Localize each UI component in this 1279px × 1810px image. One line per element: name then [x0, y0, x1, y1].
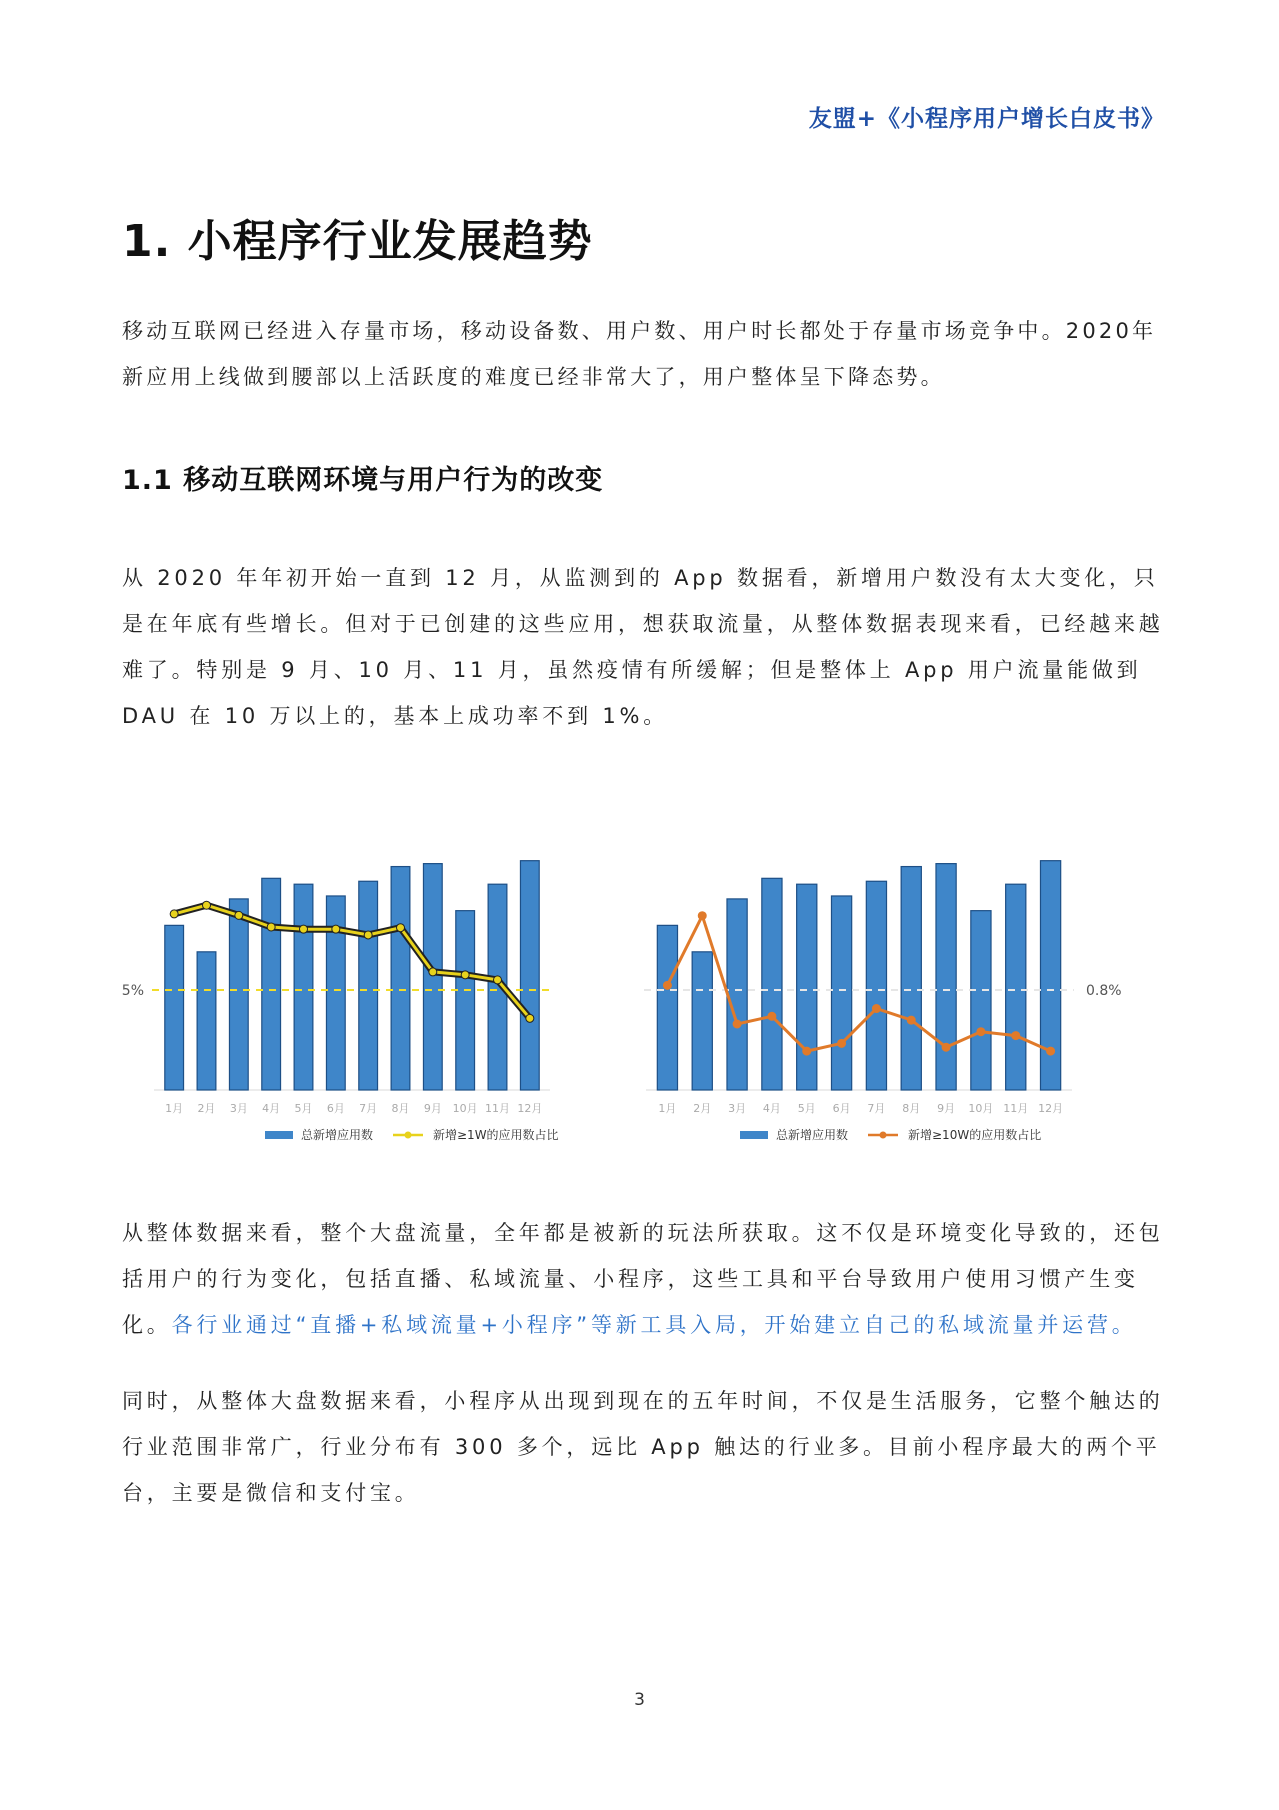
bar: [727, 899, 747, 1090]
line-point: [429, 968, 437, 976]
x-tick-label: 3月: [728, 1102, 747, 1115]
x-tick-label: 5月: [294, 1102, 313, 1115]
line-point: [332, 925, 340, 933]
x-tick-label: 9月: [423, 1102, 442, 1115]
page-number: 3: [634, 1690, 645, 1710]
charts-figure: [121, 790, 1158, 1150]
traffic-paragraph-highlight: 各行业通过“直播+私域流量+小程序”等新工具入局，开始建立自己的私域流量并运营。: [171, 1313, 1137, 1337]
reference-label: 5%: [121, 983, 144, 999]
bar: [797, 884, 817, 1090]
bar: [165, 925, 184, 1090]
line-point: [364, 931, 372, 939]
line-series-shadow: [174, 905, 530, 1018]
x-tick-label: 3月: [229, 1102, 248, 1115]
bar: [1006, 884, 1026, 1090]
line-point: [397, 924, 405, 932]
line-point: [494, 976, 502, 984]
legend-label-line: 新增≥10W的应用数占比: [908, 1128, 1042, 1142]
line-point: [838, 1039, 846, 1047]
bar: [692, 952, 712, 1090]
legend-swatch-point: [880, 1132, 887, 1139]
line-series: [667, 916, 1050, 1051]
chart-left-new-apps: [122, 861, 559, 1142]
bar: [456, 911, 475, 1090]
x-tick-label: 12月: [517, 1102, 543, 1115]
bar: [762, 878, 782, 1090]
x-tick-label: 11月: [485, 1102, 510, 1115]
x-tick-label: 11月: [1003, 1102, 1029, 1115]
bar: [359, 881, 378, 1090]
x-tick-label: 10月: [968, 1102, 994, 1115]
app-data-paragraph: 从 2020 年年初开始一直到 12 月，从监测到的 App 数据看，新增用户数没有太大变化，只是在年底有些增长。但对于已创建的这些应用，想获取流量，从整体数据表现来看，已经越来越难了。特别是 9 月、10 月、11 月，虽然疫情有所缓解；但是整体上 App 用户流量能做到 DAU 在 10 万以上的，基本上成功率不到 1%。: [122, 566, 1164, 728]
bar: [520, 861, 539, 1090]
legend-swatch-bars: [740, 1131, 768, 1139]
line-point: [526, 1014, 534, 1022]
chart-right-new-apps: [644, 861, 1122, 1142]
x-tick-label: 6月: [326, 1102, 345, 1115]
x-tick-label: 4月: [762, 1102, 781, 1115]
line-point: [235, 911, 243, 919]
bar: [229, 899, 248, 1090]
legend-swatch-point: [405, 1132, 412, 1139]
x-tick-label: 12月: [1038, 1102, 1064, 1115]
section-heading: 1. 小程序行业发展趋势: [122, 216, 593, 267]
line-point: [733, 1020, 741, 1028]
line-point: [267, 923, 275, 931]
line-point: [461, 971, 469, 979]
legend-label-bars: 总新增应用数: [776, 1128, 849, 1142]
bar: [262, 878, 281, 1090]
intro-paragraph: 移动互联网已经进入存量市场，移动设备数、用户数、用户时长都处于存量市场竞争中。2020年新应用上线做到腰部以上活跃度的难度已经非常大了，用户整体呈下降态势。: [122, 319, 1157, 389]
line-point: [663, 981, 671, 989]
bar: [391, 867, 410, 1090]
line-point: [170, 910, 178, 918]
x-tick-label: 4月: [262, 1102, 281, 1115]
line-point: [977, 1028, 985, 1036]
traffic-paragraph-text: 从整体数据来看，整个大盘流量，全年都是被新的玩法所获取。这不仅是环境变化导致的，还包括用户的行为变化，包括直播、私域流量、小程序，这些工具和平台导致用户使用习惯产生变化。: [122, 1221, 1164, 1337]
x-tick-label: 9月: [937, 1102, 956, 1115]
bar: [423, 864, 442, 1090]
subsection-heading: 1.1 移动互联网环境与用户行为的改变: [122, 465, 604, 496]
x-tick-label: 8月: [902, 1102, 921, 1115]
reference-label: 0.8%: [1086, 983, 1122, 999]
line-point: [698, 912, 706, 920]
line-point: [872, 1005, 880, 1013]
line-point: [300, 925, 308, 933]
x-tick-label: 5月: [797, 1102, 816, 1115]
line-point: [203, 901, 211, 909]
x-tick-label: 1月: [658, 1102, 677, 1115]
bar: [831, 896, 851, 1090]
bar: [657, 925, 677, 1090]
legend-label-line: 新增≥1W的应用数占比: [433, 1128, 559, 1142]
traffic-paragraph: [122, 1210, 1166, 1348]
bar: [294, 884, 313, 1090]
x-tick-label: 7月: [359, 1102, 378, 1115]
x-tick-label: 2月: [693, 1102, 712, 1115]
line-point: [803, 1047, 811, 1055]
x-tick-label: 1月: [165, 1102, 184, 1115]
line-point: [1012, 1032, 1020, 1040]
x-tick-label: 2月: [197, 1102, 216, 1115]
line-point: [907, 1016, 915, 1024]
bar: [1040, 861, 1060, 1090]
bar: [936, 864, 956, 1090]
bar: [866, 881, 886, 1090]
document-header-title: 友盟+《小程序用户增长白皮书》: [808, 106, 1165, 132]
bar: [971, 911, 991, 1090]
line-point: [942, 1043, 950, 1051]
bar: [901, 867, 921, 1090]
legend-swatch-bars: [265, 1131, 293, 1139]
line-point: [768, 1012, 776, 1020]
x-tick-label: 8月: [391, 1102, 410, 1115]
line-series: [174, 905, 530, 1018]
miniprogram-paragraph: 同时，从整体大盘数据来看，小程序从出现到现在的五年时间，不仅是生活服务，它整个触达的行业范围非常广，行业分布有 300 多个，远比 App 触达的行业多。目前小程序最大的两个平台，主要是微信和支付宝。: [122, 1389, 1164, 1505]
bar: [197, 952, 216, 1090]
legend-label-bars: 总新增应用数: [301, 1128, 374, 1142]
line-point: [1047, 1047, 1055, 1055]
x-tick-label: 10月: [452, 1102, 478, 1115]
x-tick-label: 7月: [867, 1102, 886, 1115]
x-tick-label: 6月: [832, 1102, 851, 1115]
